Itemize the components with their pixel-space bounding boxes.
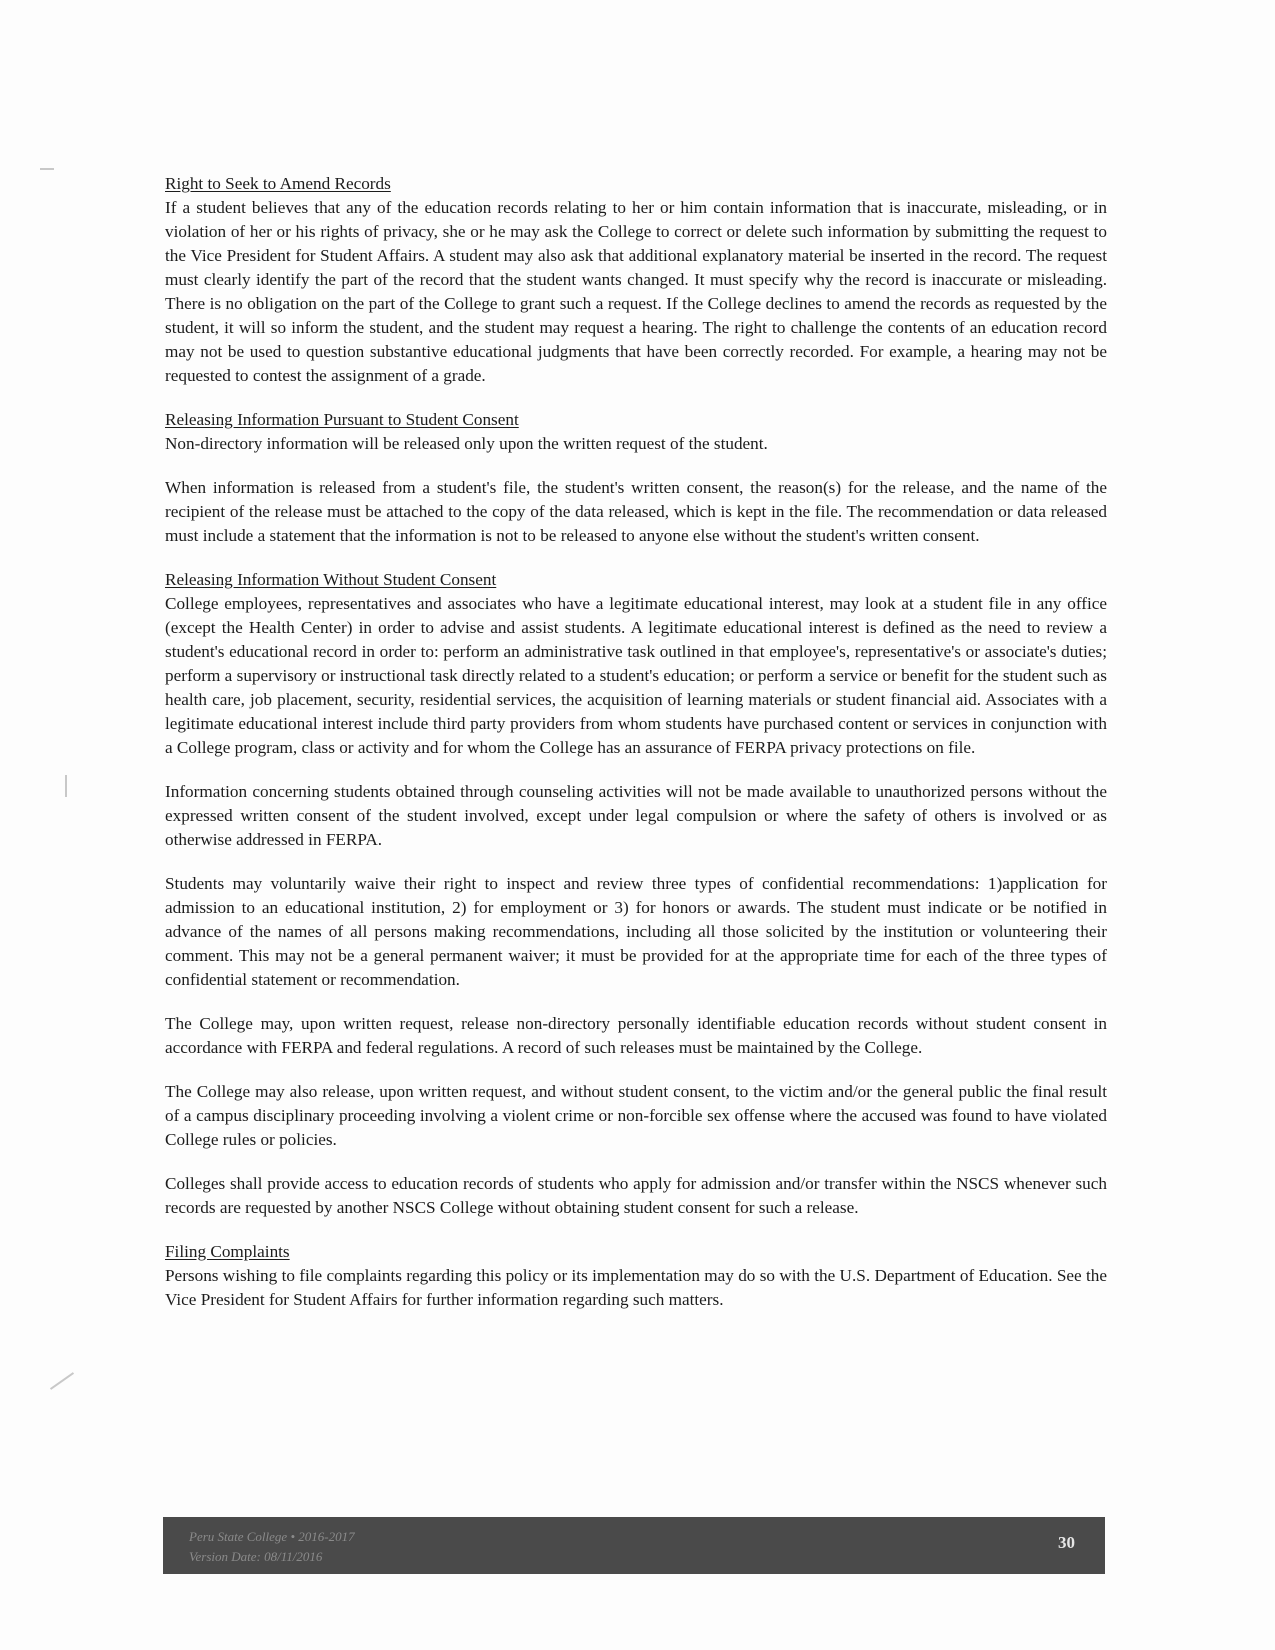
section-release-with-consent [165,408,1107,548]
paragraph: The College may, upon written request, release non-directory personally identifiable education records without student consent in accordance with FERPA and federal regulations. A record of such releases must be maintained by the College. [165,1014,1107,1057]
section-heading: Right to Seek to Amend Records [165,174,391,193]
paragraph: When information is released from a student's file, the student's written consent, the reason(s) for the release, and the name of the recipient of the release must be attached to the copy of the data released, which is kept in the file. The recommendation or data released must include a statement that the information is not to be released to anyone else without the student's written consent. [165,478,1107,545]
paragraph: Students may voluntarily waive their right to inspect and review three types of confidential recommendations: 1)application for admission to an educational institution, 2) for employment or 3) for honors or awards. The student must indicate or be notified in advance of the names of all persons making recommendations, including all those solicited by the institution or volunteering their comment. This may not be a general permanent waiver; it must be provided for at the appropriate time for each of the three types of confidential statement or recommendation. [165,874,1107,989]
page-number: 30 [1058,1533,1075,1552]
paragraph: If a student believes that any of the education records relating to her or him contain information that is inaccurate, misleading, or in violation of her or his rights of privacy, she or he may ask the College to correct or delete such information by submitting the request to the Vice President for Student Affairs. A student may also ask that additional explanatory material be inserted in the record. The request must clearly identify the part of the record that the student wants changed. It must specify why the record is inaccurate or misleading. There is no obligation on the part of the College to grant such a request. If the College declines to amend the records as requested by the student, it will so inform the student, and the student may request a hearing. The right to challenge the contents of an education record may not be used to question substantive educational judgments that have been correctly recorded. For example, a hearing may not be requested to contest the assignment of a grade. [165,198,1107,385]
document-body [165,172,1107,1332]
paragraph: College employees, representatives and associates who have a legitimate educational interest, may look at a student file in any office (except the Health Center) in order to advise and assist students. A legitimate educational interest is defined as the need to review a student's educational record in order to: perform an administrative task outlined in that employee's, representative's or associate's duties; perform a supervisory or instructional task directly related to a student's education; or perform a service or benefit for the student such as health care, job placement, security, residential services, the acquisition of learning materials or student financial aid. Associates with a legitimate educational interest include third party providers from whom students have purchased content or services in conjunction with a College program, class or activity and for whom the College has an assurance of FERPA privacy protections on file. [165,594,1107,757]
footer-catalog-info [189,1527,355,1567]
footer-catalog-title: Peru State College • 2016-2017 [189,1529,355,1544]
paragraph: Colleges shall provide access to education records of students who apply for admission and/or transfer within the NSCS whenever such records are requested by another NSCS College without obtaining student consent for such a release. [165,1174,1107,1217]
paragraph: Information concerning students obtained through counseling activities will not be made available to unauthorized persons without the expressed written consent of the student involved, except under legal compulsion or where the safety of others is involved or as otherwise addressed in FERPA. [165,782,1107,849]
section-heading: Releasing Information Pursuant to Student Consent [165,410,519,429]
footer-version-date: Version Date: 08/11/2016 [189,1549,323,1564]
page-footer [163,1517,1105,1574]
paragraph: Non-directory information will be released only upon the written request of the student. [165,434,768,453]
section-amend-records [165,172,1107,388]
section-filing-complaints [165,1240,1107,1312]
section-release-without-consent [165,568,1107,1220]
section-heading: Filing Complaints [165,1242,290,1261]
paragraph: The College may also release, upon written request, and without student consent, to the victim and/or the general public the final result of a campus disciplinary proceeding involving a violent crime or non-forcible sex offense where the accused was found to have violated College rules or policies. [165,1082,1107,1149]
paragraph: Persons wishing to file complaints regarding this policy or its implementation may do so with the U.S. Department of Education. See the Vice President for Student Affairs for further information regarding such matters. [165,1266,1107,1309]
section-heading: Releasing Information Without Student Consent [165,570,497,589]
